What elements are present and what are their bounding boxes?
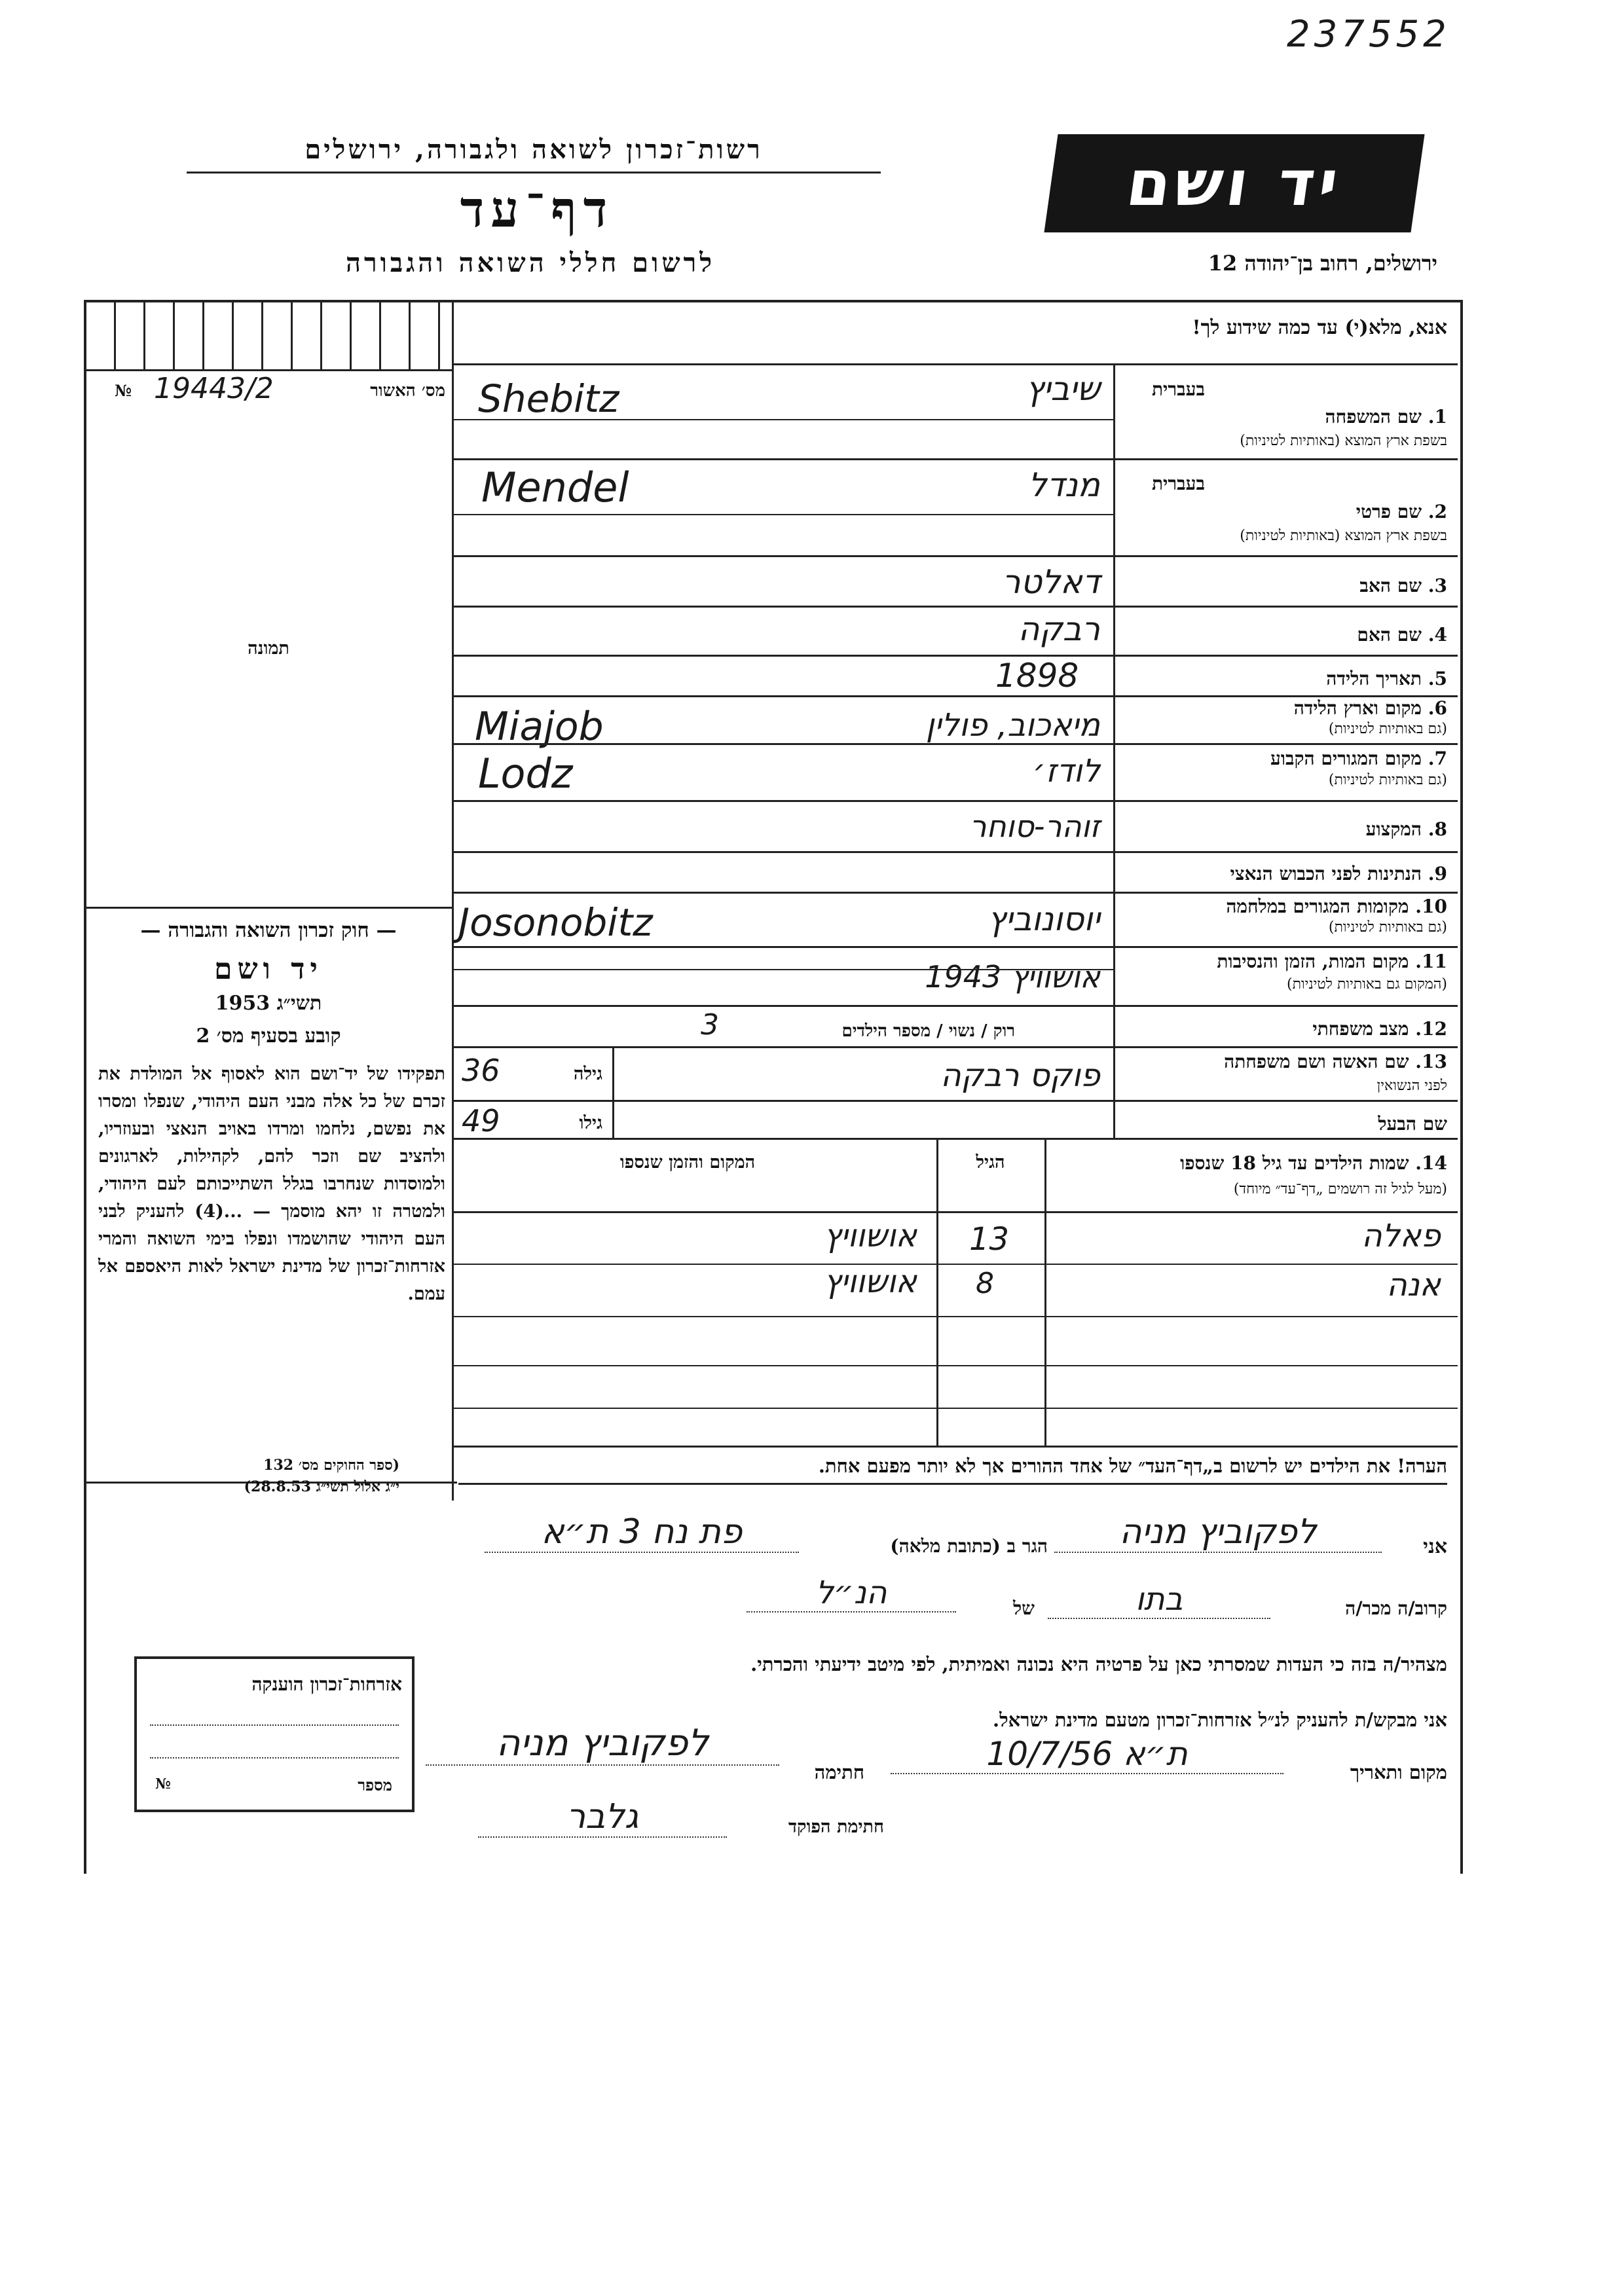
statement: מצהיר/ה בזה כי העדות שמסרתי כאן על פרטיה היא נכונה ואמיתית, לפי מיטב ידיעתי והכרתי.	[750, 1653, 1447, 1675]
sheet-title: דף־עד	[460, 180, 614, 238]
left-column-divider	[452, 302, 454, 1501]
law-text: תפקידו של יד־ושם הוא לאסוף אל המולדת את זכרם של כל אלה מבני העם היהודי, שנפלו ומסרו את נפשם, נלחמו ומרדו באויב הנאצי ובעוזריו, ולהציב שם וזכר להם, לקהילות, לארגונים ולמוסדות שנחרבו בגלל השתייכותם לעם היהודי, ולמטרה זו יהא מוסמך — ...(4) להעניק לבני העם היהודי שהושמדו ונפלו בימי השואה והמרי אזרחות־זכרון של מדינת ישראל לאות היאספם אל עמם.	[98, 1064, 446, 1304]
husband-age: 49	[462, 1103, 500, 1139]
row-line-10	[452, 946, 1458, 948]
citizenship-dotted-line-1	[150, 1724, 399, 1726]
declarant-name: לפקוביץ מניה	[1054, 1512, 1382, 1553]
row-line-2a	[452, 514, 1113, 515]
field-3-label: 3. שם האב	[1359, 575, 1447, 596]
top-ledger-boxes	[86, 302, 452, 371]
officer-signature: גלבר	[478, 1797, 727, 1838]
row-line-8	[452, 851, 1458, 853]
relative-label: קרוב/ה מכר/ה	[1345, 1597, 1447, 1619]
children-header: 14. שמות הילדים עד גיל 18 שנספו	[1180, 1152, 1447, 1174]
field-1-latin: Shebitz	[478, 376, 619, 421]
field-6-latin: Miajob	[475, 704, 604, 750]
field-4-label: 4. שם האם	[1357, 624, 1447, 646]
declaration-i: אני	[1423, 1535, 1447, 1558]
field-7-latin: Lodz	[478, 750, 573, 797]
officer-label: חתימת הפוקד	[788, 1817, 884, 1837]
field-3-value: דאלטר	[1002, 563, 1100, 601]
row-line-12	[452, 1046, 1458, 1048]
children-row-line-2	[452, 1316, 1458, 1317]
signature-label: חתימה	[814, 1761, 864, 1783]
law-name: יד ושם	[214, 953, 323, 986]
field-10-label: 10. מקומות המגורים במלחמה	[1226, 896, 1447, 917]
photo-area-bottom	[86, 907, 452, 909]
field-13-age: 36	[462, 1053, 500, 1088]
row-line-2	[452, 555, 1458, 557]
law-reference-1: (ספר החוקים מס׳ 132	[263, 1457, 399, 1474]
children-header-line	[452, 1211, 1458, 1213]
field-8-value: זוהר-סוחר	[969, 809, 1100, 844]
law-year: תשי״ג 1953	[215, 992, 322, 1015]
field-13-label: 13. שם האשה ושם משפחתה	[1224, 1051, 1447, 1072]
row-line-0	[452, 363, 1458, 365]
institution-name: רשות־זכרון לשואה ולגבורה, ירושלים	[304, 134, 763, 165]
row-line-9	[452, 892, 1458, 894]
yad-vashem-logo	[1044, 134, 1424, 232]
field-1-label: 1. שם המשפחה	[1325, 406, 1447, 428]
citizenship-number-label: מספר	[358, 1776, 392, 1795]
law-reference-2: י״ג אלול תשי״ג 28.8.53)	[244, 1478, 399, 1495]
child-1-age: 13	[969, 1221, 1010, 1258]
place-date-value: ת״א 10/7/56	[891, 1735, 1283, 1774]
field-2-latin: Mendel	[481, 464, 629, 511]
law-title: — חוק זכרון השואה והגבורה —	[140, 919, 397, 942]
declarant-address: פת נח 3 ת״א	[485, 1512, 799, 1553]
field-10-latin: Josonobitz	[458, 900, 653, 945]
field-2-sub: בשפת ארץ המוצא (באותיות לטיניות)	[1240, 528, 1447, 544]
logo-text: יד ושם	[1122, 147, 1347, 220]
children-row-line-1	[452, 1264, 1458, 1265]
instructions: אנא, מלא(י) עד כמה שידוע לך!	[1192, 316, 1447, 339]
field-6-hebrew: מיאכוב, פולין	[925, 707, 1100, 744]
children-col-age: הגיל	[976, 1152, 1005, 1173]
field-13-value: פוקס רבקה	[940, 1057, 1100, 1094]
row-line-4	[452, 655, 1458, 657]
children-col-2	[1044, 1138, 1046, 1446]
field-5-label: 5. תאריך הלידה	[1326, 668, 1447, 689]
field-6-sub: (גם באותיות לטיניות)	[1328, 721, 1447, 737]
field-1-sub: בשפת ארץ המוצא (באותיות לטיניות)	[1240, 433, 1447, 449]
field-10-sub: (גם באותיות לטיניות)	[1328, 919, 1447, 936]
husband-label: שם הבעל	[1378, 1113, 1447, 1135]
field-11-value: אושוויץ 1943	[925, 959, 1100, 994]
field-2-hebrew-word: בעברית	[1151, 473, 1205, 494]
field-1-hebrew-word: בעברית	[1151, 378, 1205, 400]
request: אני מבקש/ת להעניק לנ״ל אזרחות־זכרון מטעם מדינת ישראל.	[993, 1709, 1447, 1731]
field-12-options: רוק / נשוי / מספר הילדים	[841, 1021, 1015, 1041]
law-clause: קובע בסעיף מס׳ 2	[196, 1025, 341, 1048]
wife-age-divider	[612, 1046, 614, 1138]
of-value: הנ״ל	[747, 1575, 956, 1613]
child-2-name: אנה	[1386, 1267, 1441, 1303]
children-col-place: המקום והזמן שנספו	[619, 1152, 756, 1173]
field-10-hebrew: יוסונוביץ	[987, 900, 1100, 938]
citizenship-no: №	[155, 1776, 171, 1793]
row-line-11a	[452, 969, 1113, 970]
row-line-7	[452, 800, 1458, 802]
child-1-place: אושוויץ	[824, 1218, 917, 1254]
field-8-label: 8. המקצוע	[1365, 818, 1447, 840]
children-row-line-4	[452, 1408, 1458, 1409]
row-line-14	[452, 1138, 1458, 1140]
lives-in-label: הגר ב (כתובת מלאה)	[890, 1535, 1048, 1557]
confirmation-no: №	[115, 381, 132, 400]
field-7-hebrew: לודז׳	[1032, 753, 1100, 790]
row-line-1a	[452, 419, 1113, 420]
child-2-age: 8	[976, 1267, 994, 1300]
field-12-value: 3	[701, 1008, 719, 1042]
children-row-line-3	[452, 1365, 1458, 1366]
header-rule	[187, 172, 881, 173]
field-7-sub: (גם באותיות לטיניות)	[1328, 772, 1447, 788]
row-line-3	[452, 606, 1458, 608]
field-12-label: 12. מצב משפחתי	[1312, 1018, 1447, 1040]
field-11-label: 11. מקום המות, הזמן והנסיבות	[1217, 951, 1447, 972]
row-line-6	[452, 743, 1458, 745]
field-2-label: 2. שם פרטי	[1356, 501, 1447, 522]
husband-age-label: גילו	[579, 1113, 602, 1133]
sheet-subtitle: לרשום חללי השואה והגבורה	[345, 247, 716, 278]
confirmation-label: מס׳ האשור	[370, 381, 445, 401]
field-9-label: 9. הנתינות לפני הכבוש הנאצי	[1230, 863, 1447, 884]
note: הערה! את הילדים יש לרשום ב„דף־העד״ של אחד ההורים אך לא יותר מפעם אחת.	[458, 1455, 1447, 1485]
archive-number: 237552	[1287, 13, 1450, 56]
child-1-name: פאלה	[1361, 1218, 1441, 1254]
field-4-value: רבקה	[1018, 610, 1100, 648]
children-col-1	[936, 1138, 938, 1446]
row-line-13	[452, 1100, 1458, 1102]
label-column-divider	[1113, 363, 1115, 1139]
citizenship-box	[134, 1656, 415, 1812]
field-2-hebrew: מנדל	[1028, 466, 1100, 504]
address: ירושלים, רחוב בן־יהודה 12	[1208, 251, 1437, 276]
child-2-place: אושוויץ	[824, 1264, 917, 1300]
of-label: של	[1013, 1597, 1035, 1619]
confirmation-value: 19443/2	[154, 372, 274, 405]
field-1-hebrew: שיביץ	[1025, 370, 1100, 408]
row-line-11	[452, 1005, 1458, 1007]
field-13-age-label: גילה	[573, 1064, 602, 1084]
confirmation-row	[111, 373, 445, 412]
place-date-label: מקום ותאריך	[1350, 1761, 1447, 1783]
citizenship-dotted-line-2	[150, 1757, 399, 1758]
photo-label: תמונה	[248, 638, 289, 659]
field-7-label: 7. מקום המגורים הקבוע	[1270, 748, 1447, 769]
signature-value: לפקוביץ מניה	[426, 1722, 779, 1766]
field-6-label: 6. מקום וארץ הלידה	[1293, 697, 1447, 719]
relation-value: בתו	[1048, 1581, 1270, 1619]
field-5-value: 1898	[995, 657, 1079, 695]
field-11-sub: (המקום גם באותיות לטיניות)	[1287, 976, 1447, 993]
citizenship-title: אזרחות־זכרון הוענקה	[251, 1673, 402, 1695]
children-header-sub: (מעל לגיל זה רושמים „דף־עד״ מיוחד)	[1233, 1181, 1447, 1197]
children-bottom-line	[452, 1446, 1458, 1448]
field-13-sub: לפני הנשואין	[1376, 1078, 1447, 1094]
row-line-1	[452, 458, 1458, 460]
